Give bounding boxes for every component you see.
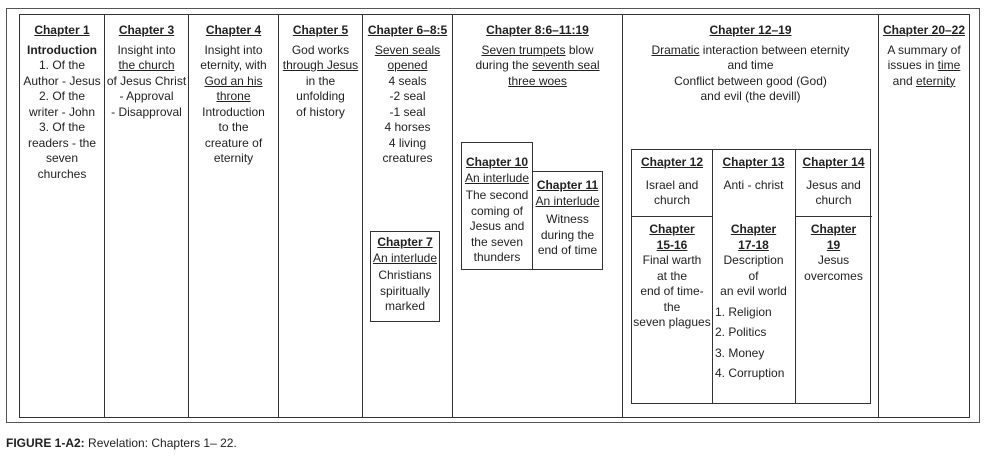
chapter-10-line: Jesus and: [469, 219, 525, 233]
chapter-14-cell: [795, 150, 872, 216]
chapter-3-line: of Jesus Christ: [106, 73, 187, 88]
chapter-12-cell: [632, 150, 712, 216]
chapter-4-heading: Chapter 4: [205, 23, 262, 37]
figure-caption: [6, 436, 237, 450]
chapter-17-18-line: an evil world: [720, 284, 787, 298]
chapter-19-heading: Chapter: [810, 222, 857, 236]
chapter-4-line: Introduction: [202, 104, 265, 119]
chapter-12-heading: Chapter 12: [640, 155, 704, 169]
chapter-4-line: creature of: [204, 135, 263, 150]
revelation-table: [19, 14, 970, 418]
chapter-1-heading: Chapter 1: [34, 23, 90, 37]
chapter-12-line: Israel and: [645, 177, 699, 192]
evil-world-item: 3. Money: [715, 345, 765, 360]
chapter-13-heading: Chapter 13: [722, 155, 785, 169]
chapter-10-heading: Chapter 10: [465, 155, 529, 169]
chapter-10-subtitle: An interlude: [464, 170, 530, 185]
chapter-11-subtitle: An interlude: [535, 193, 600, 208]
chapter-6-line: -2 seal: [389, 89, 426, 103]
during-the-text: during the: [475, 58, 533, 72]
dramatic-text: Dramatic: [651, 42, 700, 57]
issues-in-text: issues in: [887, 58, 938, 72]
chapter-19-cell: [795, 217, 872, 405]
chapter-12-19-line: and evil (the devill): [700, 89, 801, 103]
chapter-14-heading: Chapter 14: [802, 155, 865, 169]
intro-line: 3. Of the: [38, 120, 86, 134]
chapter-6-line: opened: [387, 58, 428, 72]
column-chapter-4: [189, 15, 279, 417]
chapter-7-heading: Chapter 7: [377, 235, 433, 249]
intro-line: 2. Of the: [38, 89, 86, 103]
chapter-6-line: creatures: [382, 151, 433, 165]
chapter-13-cell: [712, 150, 795, 216]
seventh-seal-text: seventh seal: [532, 58, 600, 72]
chapter-20-22-heading: Chapter 20–22: [882, 23, 966, 37]
evil-world-item: 2. Politics: [715, 325, 767, 339]
chapter-3-heading: Chapter 3: [118, 23, 175, 37]
intro-line: readers - the: [27, 135, 97, 150]
chapter-5-heading: Chapter 5: [292, 23, 349, 37]
chapter-4-line: to the: [218, 120, 249, 134]
chapter-13-line: Anti - christ: [723, 177, 784, 192]
chapter-6-line: -1 seal: [389, 104, 426, 119]
evil-world-item: 1. Religion: [715, 304, 772, 319]
chapter-11-line: end of time: [537, 243, 598, 257]
blow-text: blow: [565, 42, 594, 57]
chapter-4-line: throne: [216, 89, 251, 103]
column-chapter-3: [105, 15, 189, 417]
chapter-7-box: [370, 231, 440, 322]
chapter-15-16-heading: Chapter: [649, 222, 695, 236]
chapter-3-line: - Disapproval: [111, 104, 182, 119]
chapter-8-11-heading: Chapter 8:6–11:19: [486, 23, 589, 37]
introduction-title: Introduction: [27, 42, 97, 57]
chapter-4-line: Insight into: [204, 42, 263, 57]
chapter-15-16-number: 15-16: [656, 237, 688, 252]
chapters-12-19-grid: [631, 149, 871, 404]
seven-trumpets-text: Seven trumpets: [481, 42, 566, 57]
chapter-17-18-number: 17-18: [738, 237, 769, 252]
chapter-4-line: eternity, with: [200, 58, 267, 72]
figure-caption-text: Revelation: Chapters 1– 22.: [84, 436, 237, 450]
chapter-12-19-line: and time: [727, 58, 774, 72]
evil-world-item: 4. Corruption: [715, 366, 785, 380]
chapter-15-16-line: end of time-: [640, 284, 704, 298]
chapter-7-line: marked: [384, 299, 425, 313]
chapter-12-line: church: [653, 193, 691, 207]
interaction-text: interaction between eternity: [699, 42, 850, 57]
chapter-6-8-heading: Chapter 6–8:5: [367, 23, 448, 37]
chapter-10-line: coming of: [470, 203, 524, 218]
chapter-19-line: overcomes: [804, 268, 863, 283]
column-chapter-20-22: [879, 15, 969, 417]
chapter-17-18-line: of: [748, 268, 759, 283]
chapter-20-22-line: A summary of: [887, 42, 961, 57]
chapter-10-line: The second: [465, 188, 529, 202]
chapter-15-16-line: seven plagues: [633, 315, 711, 329]
chapter-15-16-line: at the: [656, 268, 688, 283]
chapter-17-18-cell: [712, 217, 795, 405]
chapter-5-line: unfolding: [296, 89, 345, 103]
chapter-5-line: in the: [305, 73, 336, 88]
chapter-3-line: Insight into: [117, 42, 176, 57]
eternity-text: eternity: [916, 73, 956, 88]
chapter-15-16-line: the: [663, 299, 681, 314]
chapter-10-line: the seven: [470, 234, 524, 249]
chapter-7-subtitle: An interlude: [372, 250, 438, 265]
chapter-4-line: God an his: [204, 73, 263, 88]
intro-line: 1. Of the: [38, 58, 86, 72]
chapter-12-19-line: Conflict between good (God): [674, 73, 827, 88]
chapter-6-line: 4 living: [388, 135, 427, 150]
chapter-6-line: 4 horses: [384, 120, 431, 134]
column-chapter-8-11: [453, 15, 623, 417]
column-chapter-12-19: [623, 15, 879, 417]
chapter-10-line: thunders: [473, 250, 521, 264]
chapter-6-line: Seven seals: [374, 42, 441, 57]
and-text: and: [892, 73, 916, 88]
column-chapter-5: [279, 15, 363, 417]
chapter-7-line: spiritually: [379, 283, 430, 298]
chapter-11-line: during the: [540, 227, 595, 242]
chapter-5-line: through Jesus: [282, 58, 359, 72]
chapter-10-box: [461, 142, 533, 270]
chapter-11-heading: Chapter 11: [536, 178, 599, 192]
column-chapter-6-8: [363, 15, 453, 417]
chapter-17-18-heading: Chapter: [730, 222, 777, 236]
intro-line: seven churches: [37, 151, 87, 181]
chapter-19-line: Jesus: [817, 253, 850, 267]
intro-line: writer - John: [28, 104, 96, 119]
chapter-7-line: Christians: [378, 268, 432, 282]
chapter-5-line: God works: [291, 42, 350, 57]
chapter-17-18-line: Description: [723, 253, 784, 267]
intro-line: Author - Jesus: [23, 73, 101, 88]
chapter-4-line: eternity: [213, 151, 254, 165]
chapter-11-line: Witness: [546, 212, 589, 226]
chapter-5-line: of history: [296, 104, 345, 119]
chapter-6-line: 4 seals: [388, 73, 427, 88]
chapter-12-19-heading: Chapter 12–19: [709, 23, 792, 37]
column-chapter-1: [20, 15, 105, 417]
time-text: time: [937, 58, 961, 72]
figure-label: FIGURE 1-A2:: [6, 436, 85, 450]
chapter-3-line: the church: [118, 58, 175, 72]
chapter-14-line: church: [815, 193, 852, 207]
chapter-3-line: - Approval: [119, 89, 174, 103]
chapter-19-number: 19: [826, 237, 841, 252]
chapter-15-16-line: Final warth: [642, 253, 702, 267]
chapter-14-line: Jesus and: [806, 177, 861, 192]
chapter-11-box: [532, 171, 603, 270]
three-woes-text: three woes: [508, 73, 567, 88]
chapter-15-16-cell: [632, 217, 712, 405]
